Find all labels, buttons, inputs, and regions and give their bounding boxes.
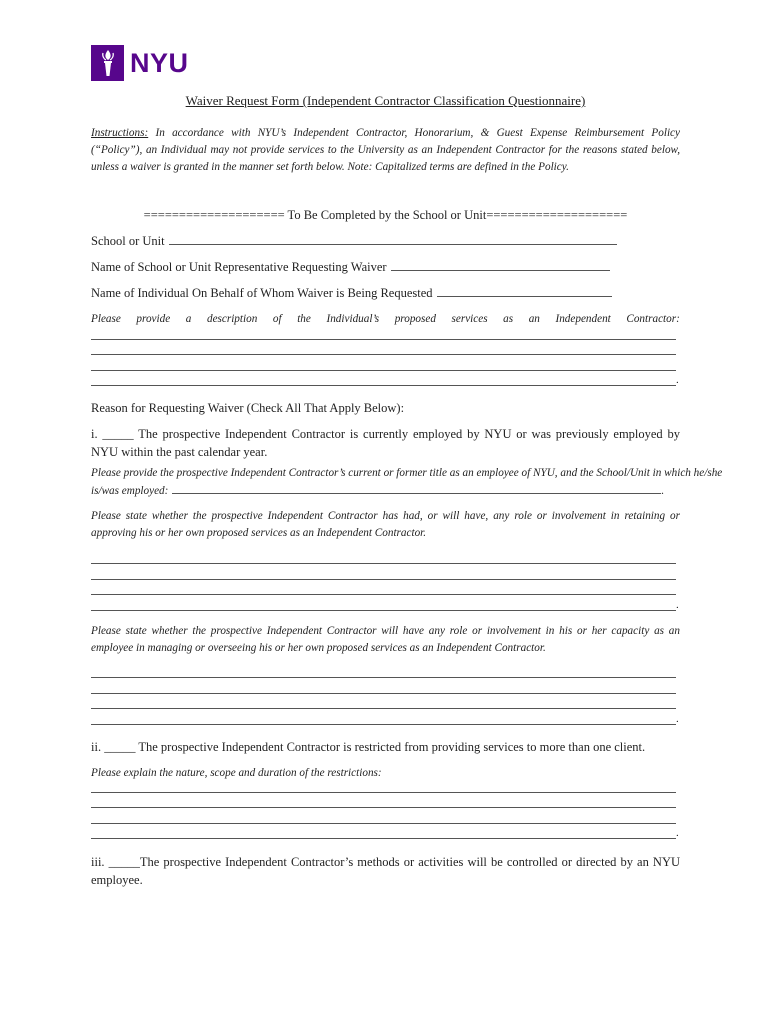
description-word: Please — [91, 313, 121, 325]
description-line[interactable] — [91, 339, 676, 340]
period-mark: . — [676, 713, 679, 725]
reason-i-checkbox[interactable]: i. _____ — [91, 427, 139, 441]
description-word: provide — [136, 313, 171, 325]
reason-ii-checkbox[interactable]: ii. _____ — [91, 740, 139, 754]
description-word: of — [272, 313, 282, 325]
individual-input-line[interactable] — [437, 284, 612, 297]
description-word: services — [451, 313, 488, 325]
description-word: a — [185, 313, 192, 325]
reason-i-text: The prospective Independent Contractor is currently employed by NYU or was previously employed by NYU within the past calendar year. — [91, 427, 681, 459]
reason-iii-checkbox[interactable]: iii. _____ — [91, 855, 140, 869]
representative-input-line[interactable] — [391, 258, 610, 271]
school-label: School or Unit — [91, 234, 165, 248]
page-title: Waiver Request Form (Independent Contractor Classification Questionnaire) — [185, 93, 586, 108]
description-word: Independent — [555, 313, 611, 325]
reason-ii-text: The prospective Independent Contractor is restricted from providing services to more than one client. — [138, 740, 646, 754]
answer-line[interactable] — [91, 708, 676, 709]
reason-ii-q1: Please explain the nature, scope and duration of the restrictions: — [91, 767, 382, 779]
description-word: Individual’s — [326, 313, 380, 325]
period-mark: . — [676, 599, 679, 611]
individual-field — [91, 284, 680, 302]
nyu-logo — [91, 45, 189, 81]
instructions-text: In accordance with NYU’s Independent Contractor, Honorarium, & Guest Expense Reimbursement Policy (“Policy”), an Individual may not provide services to the University as an Independent Contractor for the reasons stated below, unless a waiver is granted in the manner set forth below. Note: Capitalized terms are defined in the Policy. — [91, 127, 680, 173]
reason-i-q3: Please state whether the prospective Independent Contractor will have any role or involvement in his or her capacity as an employee in managing or overseeing his or her own proposed services as an Independent Contractor. — [91, 625, 680, 654]
period-mark: . — [676, 374, 679, 386]
description-word: the — [297, 313, 311, 325]
reason-i-q1-line2-row — [91, 482, 680, 500]
reason-i-q1 — [91, 465, 723, 500]
reason-i-q1-line1: Please provide the prospective Independent Contractor’s current or former title as an employee of NYU, and the School/Unit in which he/she — [91, 467, 723, 479]
answer-line[interactable] — [91, 677, 676, 678]
description-line[interactable] — [91, 354, 676, 355]
answer-line[interactable] — [91, 823, 676, 824]
reason-i — [91, 425, 680, 461]
section-header: ==================== To Be Completed by the School or Unit==================== — [143, 208, 628, 222]
individual-label: Name of Individual On Behalf of Whom Waiver is Being Requested — [91, 286, 433, 300]
reason-iii-text: The prospective Independent Contractor’s methods or activities will be controlled or directed by an NYU employee. — [91, 855, 681, 887]
description-word: as — [503, 313, 514, 325]
answer-line[interactable] — [91, 563, 676, 564]
reason-i-q2: Please state whether the prospective Independent Contractor has had, or will have, any role or involvement in retaining or approving his or her own proposed services as an Independent Contractor. — [91, 510, 680, 539]
representative-label: Name of School or Unit Representative Requesting Waiver — [91, 260, 387, 274]
reason-heading: Reason for Requesting Waiver (Check All That Apply Below): — [91, 401, 405, 415]
answer-line[interactable] — [91, 594, 676, 595]
instructions-label: Instructions: — [91, 127, 149, 139]
torch-icon — [91, 45, 124, 81]
answer-line[interactable] — [91, 579, 676, 580]
description-word: description — [206, 313, 258, 325]
school-field — [91, 232, 680, 250]
description-line[interactable] — [91, 370, 676, 371]
answer-line[interactable] — [91, 807, 676, 808]
school-input-line[interactable] — [169, 232, 617, 245]
instructions — [91, 125, 680, 176]
reason-ii — [91, 738, 680, 756]
description-prompt — [91, 311, 680, 328]
description-line[interactable] — [91, 385, 676, 386]
representative-field — [91, 258, 680, 276]
logo-wordmark: NYU — [130, 48, 189, 78]
description-word: an — [528, 313, 540, 325]
period-mark: . — [676, 827, 679, 839]
reason-iii — [91, 853, 680, 889]
answer-line[interactable] — [91, 693, 676, 694]
period-mark: . — [661, 485, 665, 497]
description-word: proposed — [394, 313, 436, 325]
answer-line[interactable] — [91, 724, 676, 725]
answer-line[interactable] — [91, 610, 676, 611]
reason-i-q1-line2: is/was employed: — [91, 485, 169, 497]
answer-line[interactable] — [91, 792, 676, 793]
employee-title-input-line[interactable] — [172, 482, 661, 494]
description-word: Contractor: — [626, 313, 680, 325]
answer-line[interactable] — [91, 838, 676, 839]
